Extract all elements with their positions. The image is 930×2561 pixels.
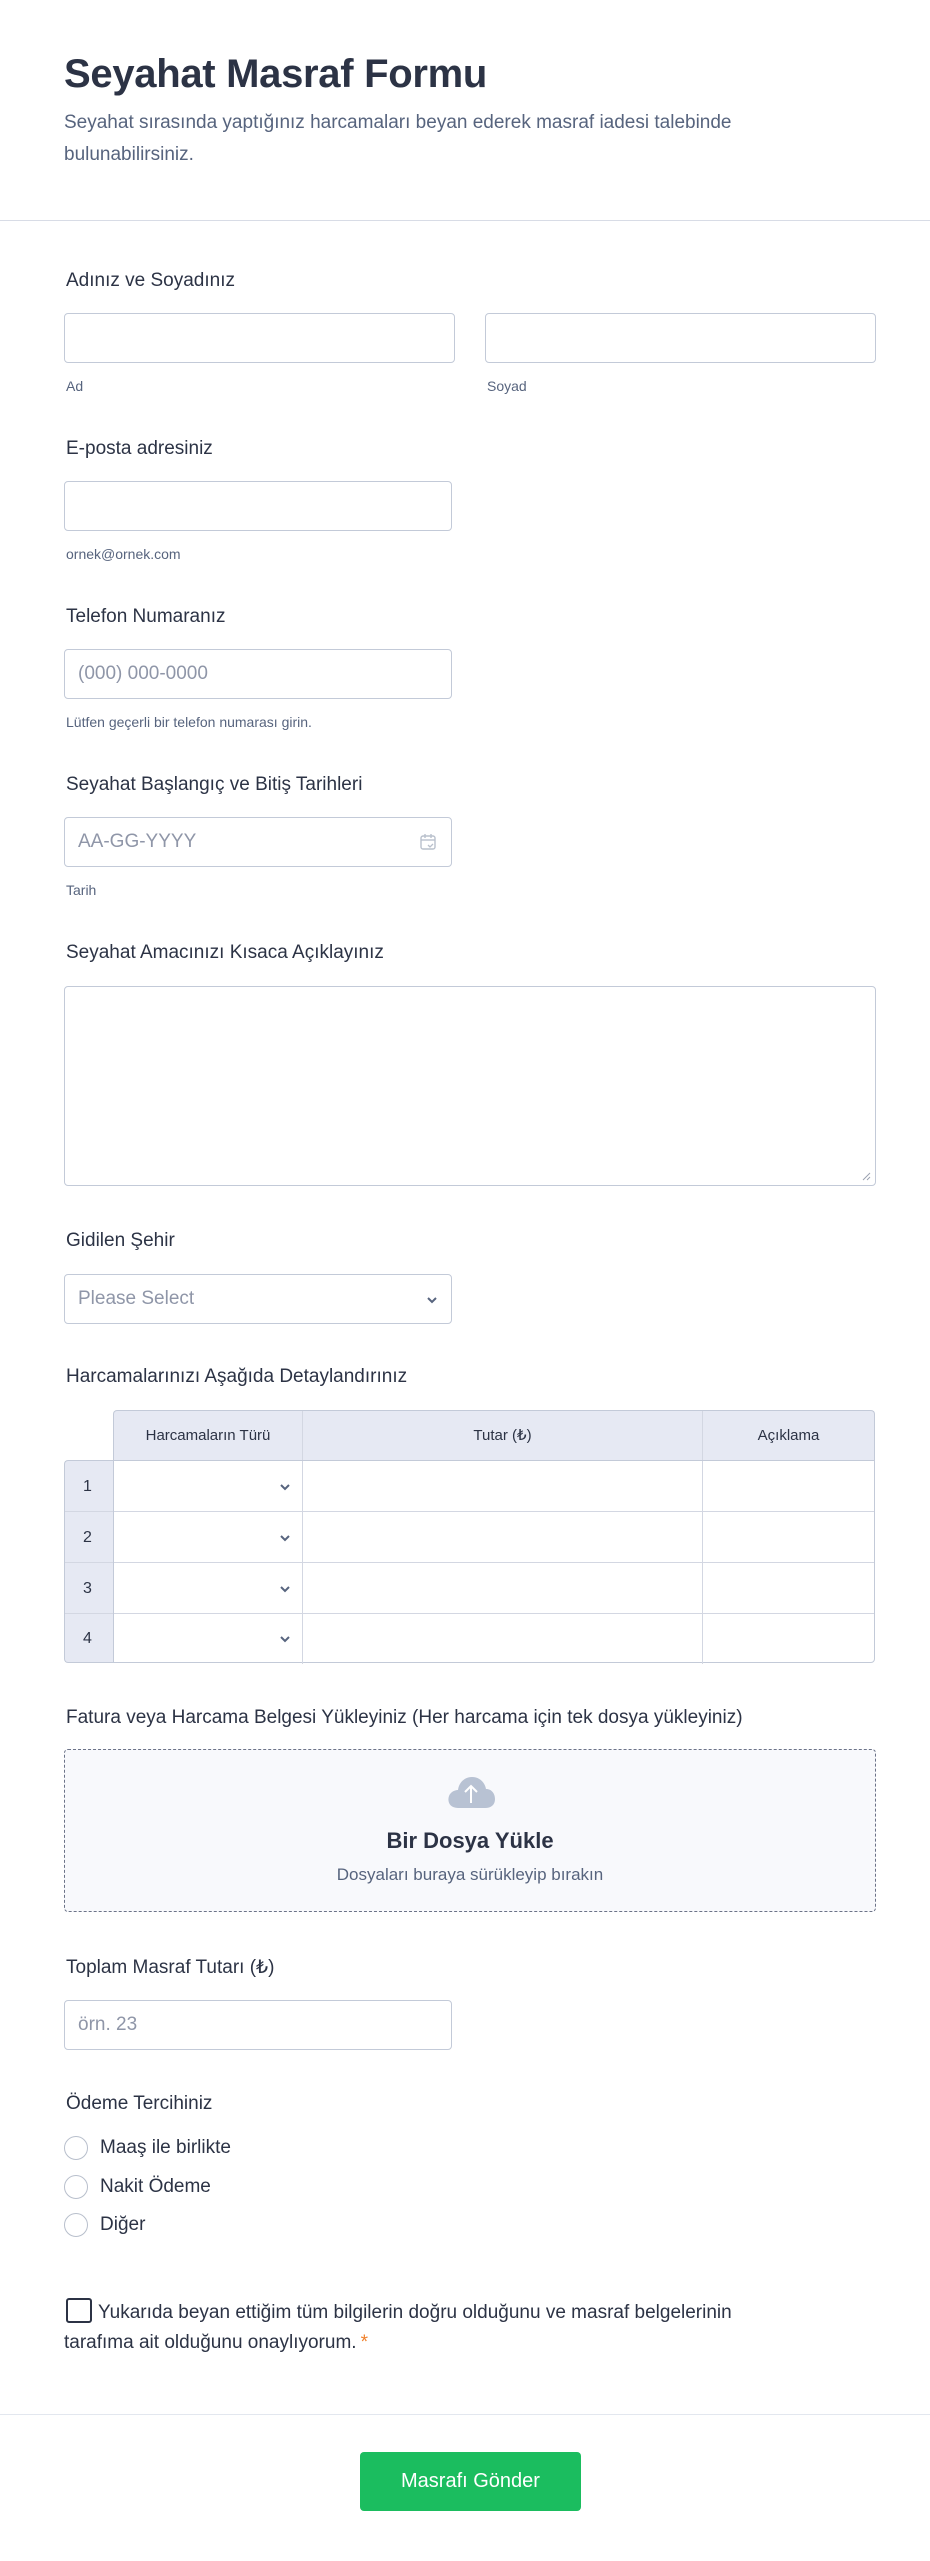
phone-sublabel: Lütfen geçerli bir telefon numarası girin.	[66, 714, 312, 730]
radio-button[interactable]	[64, 2175, 88, 2199]
email-sublabel: ornek@ornek.com	[66, 546, 181, 562]
phone-label: Telefon Numaranız	[66, 606, 226, 627]
expense-description-cell[interactable]	[703, 1613, 874, 1664]
consent-field	[64, 2298, 744, 2358]
footer-divider	[0, 2414, 930, 2415]
row-number: 3	[65, 1563, 114, 1614]
total-label: Toplam Masraf Tutarı (₺)	[66, 1957, 275, 1978]
resize-handle-icon[interactable]	[861, 1171, 871, 1181]
file-upload-dropzone[interactable]	[64, 1749, 876, 1912]
purpose-label: Seyahat Amacınızı Kısaca Açıklayınız	[66, 942, 384, 963]
email-input[interactable]	[64, 481, 452, 531]
last-name-input[interactable]	[485, 313, 876, 363]
table-body	[113, 1460, 875, 1663]
column-header-amount: Tutar (₺)	[303, 1411, 703, 1461]
consent-checkbox[interactable]	[66, 2298, 92, 2323]
chevron-down-icon	[278, 1533, 292, 1543]
column-header-type: Harcamaların Türü	[114, 1411, 303, 1461]
first-name-sublabel: Ad	[66, 378, 84, 394]
city-select[interactable]	[64, 1274, 452, 1324]
expense-description-cell[interactable]	[703, 1512, 874, 1563]
form-header	[0, 0, 930, 221]
expenses-label: Harcamalarınızı Aşağıda Detaylandırınız	[66, 1366, 408, 1387]
expense-description-cell[interactable]	[703, 1563, 874, 1614]
total-amount-input[interactable]	[64, 2000, 452, 2050]
chevron-down-icon	[278, 1634, 292, 1644]
required-mark: *	[360, 2332, 368, 2353]
calendar-icon[interactable]	[419, 833, 437, 851]
chevron-down-icon	[425, 1295, 439, 1305]
dates-label: Seyahat Başlangıç ve Bitiş Tarihleri	[66, 774, 363, 795]
city-selected-value: Please Select	[78, 1288, 195, 1309]
city-label: Gidilen Şehir	[66, 1230, 175, 1251]
expense-type-select[interactable]	[114, 1461, 303, 1512]
date-input[interactable]	[64, 817, 452, 867]
chevron-down-icon	[278, 1584, 292, 1594]
expense-amount-cell[interactable]	[303, 1512, 703, 1563]
row-numbers	[64, 1460, 114, 1663]
row-number: 4	[83, 1630, 92, 1647]
form-title: Seyahat Masraf Formu	[64, 52, 488, 96]
row-number: 1	[65, 1461, 114, 1512]
date-placeholder: AA-GG-YYYY	[78, 831, 197, 852]
email-label: E-posta adresiniz	[66, 438, 213, 459]
radio-button[interactable]	[64, 2136, 88, 2160]
date-sublabel: Tarih	[66, 882, 97, 898]
expense-type-select[interactable]	[114, 1613, 303, 1664]
name-label: Adınız ve Soyadınız	[66, 270, 235, 291]
first-name-input[interactable]	[64, 313, 455, 363]
chevron-down-icon	[278, 1482, 292, 1492]
expense-type-select[interactable]	[114, 1563, 303, 1614]
radio-label: Diğer	[100, 2214, 146, 2235]
purpose-textarea[interactable]	[64, 986, 876, 1186]
expense-amount-cell[interactable]	[303, 1563, 703, 1614]
upload-subtitle: Dosyaları buraya sürükleyip bırakın	[336, 1865, 604, 1884]
form-description: Seyahat sırasında yaptığınız harcamaları beyan ederek masraf iadesi talebinde bulunabilirsiniz.	[64, 112, 732, 165]
table-header	[113, 1410, 875, 1460]
radio-button[interactable]	[64, 2213, 88, 2237]
upload-label: Fatura veya Harcama Belgesi Yükleyiniz (Her harcama için tek dosya yükleyiniz)	[66, 1707, 743, 1728]
payment-option-other[interactable]	[64, 2212, 145, 2238]
cloud-upload-icon	[446, 1774, 496, 1810]
payment-label: Ödeme Tercihiniz	[66, 2093, 213, 2114]
expense-type-select[interactable]	[114, 1512, 303, 1563]
last-name-sublabel: Soyad	[487, 378, 527, 394]
payment-option-cash[interactable]	[64, 2174, 211, 2200]
row-number: 2	[65, 1512, 114, 1563]
consent-text: Yukarıda beyan ettiğim tüm bilgilerin doğru olduğunu ve masraf belgelerinin tarafıma ait olduğunu onaylıyorum.	[64, 2302, 732, 2353]
expense-amount-cell[interactable]	[303, 1613, 703, 1664]
radio-label: Maaş ile birlikte	[100, 2137, 231, 2158]
phone-input[interactable]	[64, 649, 452, 699]
column-header-description: Açıklama	[757, 1427, 820, 1444]
payment-option-salary[interactable]	[64, 2135, 231, 2161]
expense-description-cell[interactable]	[703, 1461, 874, 1512]
expense-amount-cell[interactable]	[303, 1461, 703, 1512]
submit-button[interactable]: Masrafı Gönder	[360, 2452, 581, 2511]
radio-label: Nakit Ödeme	[100, 2176, 211, 2197]
upload-title: Bir Dosya Yükle	[386, 1828, 554, 1853]
